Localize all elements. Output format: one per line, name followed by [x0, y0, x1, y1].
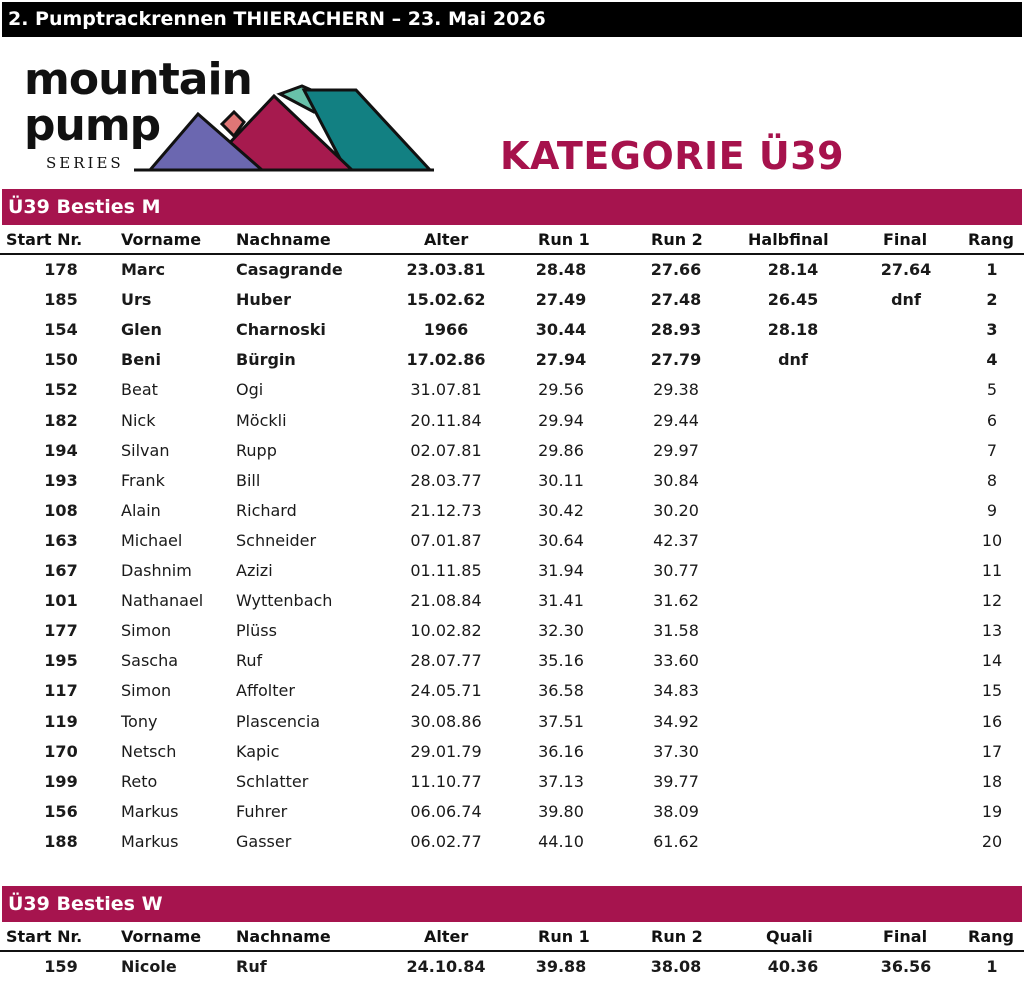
- start-nr-cell: 193: [44, 470, 78, 490]
- nachname-cell: Ogi: [236, 380, 264, 400]
- header-start-nr: Start Nr.: [6, 927, 83, 946]
- start-nr-cell: 167: [44, 561, 78, 580]
- table-row: [0, 316, 1024, 346]
- logo-word-mountain: mountain: [24, 54, 252, 105]
- run1-cell: 44.10: [538, 831, 584, 851]
- vorname-cell: Michael: [121, 530, 183, 550]
- rang-cell: 18: [981, 771, 1003, 791]
- vorname-cell: Simon: [121, 681, 172, 701]
- nachname-cell: Möckli: [236, 410, 287, 430]
- nachname-cell: Azizi: [236, 561, 273, 580]
- table-row: [0, 708, 1024, 738]
- start-nr-cell: 194: [44, 440, 78, 460]
- run1-cell: 39.88: [535, 957, 587, 976]
- nachname-cell: Charnoski: [236, 320, 326, 340]
- event-title: 2. Pumptrackrennen THIERACHERN – 23. Mai 2026: [8, 8, 546, 30]
- alter-cell: 10.02.82: [410, 621, 482, 641]
- run2-cell: 29.38: [653, 380, 699, 400]
- header-halbfinal: Halbfinal: [748, 230, 829, 249]
- run1-cell: 30.44: [535, 320, 587, 340]
- header-vorname: Vorname: [121, 927, 202, 946]
- rang-cell: 6: [986, 410, 998, 430]
- vorname-cell: Beni: [121, 350, 161, 370]
- alter-cell: 28.03.77: [410, 470, 482, 490]
- alter-cell: 24.05.71: [410, 681, 482, 701]
- start-nr-cell: 170: [44, 741, 78, 761]
- nachname-cell: Fuhrer: [236, 801, 288, 821]
- header-nachname: Nachname: [236, 230, 331, 249]
- alter-cell: 02.07.81: [410, 440, 482, 460]
- header-final: Final: [883, 230, 928, 249]
- alter-cell: 06.02.77: [410, 831, 482, 851]
- header-nachname: Nachname: [236, 927, 331, 946]
- rang-cell: 14: [981, 651, 1003, 671]
- run2-cell: 30.84: [653, 470, 699, 490]
- nachname-cell: Ruf: [236, 651, 263, 671]
- vorname-cell: Simon: [121, 621, 172, 641]
- rang-cell: 9: [986, 500, 998, 520]
- table-row: [0, 768, 1024, 798]
- start-nr-cell: 101: [44, 591, 78, 611]
- table-row: [0, 587, 1024, 617]
- run1-cell: 35.16: [538, 651, 584, 671]
- vorname-cell: Sascha: [121, 651, 179, 671]
- nachname-cell: Rupp: [236, 440, 277, 460]
- table-row: [0, 647, 1024, 677]
- rang-cell: 20: [981, 831, 1003, 851]
- run2-cell: 34.83: [653, 681, 699, 701]
- rang-cell: 13: [981, 621, 1003, 641]
- vorname-cell: Frank: [121, 470, 165, 490]
- table-row: [0, 527, 1024, 557]
- rang-cell: 10: [981, 530, 1003, 550]
- run1-cell: 36.16: [538, 741, 584, 761]
- run2-cell: 29.44: [653, 410, 699, 430]
- run1-cell: 32.30: [538, 621, 584, 641]
- nachname-cell: Huber: [236, 290, 291, 310]
- semi-cell: 28.18: [767, 320, 819, 340]
- start-nr-cell: 185: [44, 290, 78, 310]
- run2-cell: 30.77: [653, 561, 699, 580]
- rang-cell: 7: [986, 440, 998, 460]
- alter-cell: 06.06.74: [410, 801, 482, 821]
- run2-cell: 28.93: [650, 320, 702, 340]
- alter-cell: 23.03.81: [406, 260, 486, 279]
- start-nr-cell: 154: [44, 320, 78, 340]
- alter-cell: 17.02.86: [406, 350, 486, 370]
- rang-cell: 8: [986, 470, 998, 490]
- start-nr-cell: 119: [44, 711, 78, 731]
- run1-cell: 29.56: [538, 380, 584, 400]
- table-row: [0, 798, 1024, 828]
- vorname-cell: Dashnim: [121, 561, 192, 580]
- alter-cell: 30.08.86: [410, 711, 482, 731]
- rang-cell: 15: [981, 681, 1003, 701]
- semi-cell: 26.45: [767, 290, 819, 310]
- run1-cell: 29.86: [538, 440, 584, 460]
- start-nr-cell: 163: [44, 530, 78, 550]
- run1-cell: 36.58: [538, 681, 584, 701]
- run1-cell: 30.64: [538, 530, 584, 550]
- final-cell: dnf: [891, 290, 921, 310]
- nachname-cell: Plascencia: [236, 711, 321, 731]
- table-row: [0, 346, 1024, 376]
- run2-cell: 31.58: [653, 621, 699, 641]
- nachname-cell: Ruf: [236, 957, 267, 976]
- final-cell: 36.56: [880, 957, 932, 976]
- table-row: [0, 828, 1024, 858]
- nachname-cell: Bürgin: [236, 350, 296, 370]
- table-row: [0, 286, 1024, 316]
- run1-cell: 30.11: [538, 470, 584, 490]
- vorname-cell: Markus: [121, 801, 179, 821]
- run2-cell: 34.92: [653, 711, 699, 731]
- vorname-cell: Reto: [121, 771, 158, 791]
- run1-cell: 27.94: [535, 350, 587, 370]
- section-bar-women: [2, 886, 1022, 922]
- nachname-cell: Richard: [236, 500, 297, 520]
- vorname-cell: Urs: [121, 290, 152, 310]
- alter-cell: 21.08.84: [410, 591, 482, 611]
- nachname-cell: Gasser: [236, 831, 292, 851]
- run2-cell: 61.62: [653, 831, 699, 851]
- run1-cell: 28.48: [535, 260, 587, 279]
- header-run2: Run 2: [651, 927, 703, 946]
- table-row: [0, 617, 1024, 647]
- vorname-cell: Nick: [121, 410, 156, 430]
- nachname-cell: Casagrande: [236, 260, 343, 279]
- final-cell: 27.64: [880, 260, 932, 279]
- table-row: [0, 437, 1024, 467]
- run2-cell: 27.79: [650, 350, 702, 370]
- vorname-cell: Netsch: [121, 741, 177, 761]
- table-header-men: [0, 227, 1024, 255]
- header-run1: Run 1: [538, 927, 590, 946]
- vorname-cell: Beat: [121, 380, 158, 400]
- run2-cell: 29.97: [653, 440, 699, 460]
- rang-cell: 4: [986, 350, 998, 370]
- header-final: Final: [883, 927, 928, 946]
- nachname-cell: Schneider: [236, 530, 317, 550]
- alter-cell: 20.11.84: [410, 410, 482, 430]
- start-nr-cell: 150: [44, 350, 78, 370]
- rang-cell: 2: [986, 290, 998, 310]
- start-nr-cell: 156: [44, 801, 78, 821]
- nachname-cell: Plüss: [236, 621, 277, 641]
- run1-cell: 31.94: [538, 561, 584, 580]
- mountains-logo-icon: [134, 76, 434, 176]
- alter-cell: 01.11.85: [410, 561, 482, 580]
- rang-cell: 16: [981, 711, 1003, 731]
- table-row: [0, 738, 1024, 768]
- run2-cell: 42.37: [653, 530, 699, 550]
- start-nr-cell: 178: [44, 260, 78, 279]
- table-row: [0, 256, 1024, 286]
- run2-cell: 27.66: [650, 260, 702, 279]
- rang-cell: 11: [981, 561, 1003, 580]
- table-row: [0, 953, 1024, 983]
- logo-word-series: SERIES: [46, 154, 124, 172]
- nachname-cell: Kapic: [236, 741, 280, 761]
- header-vorname: Vorname: [121, 230, 202, 249]
- mountain-pump-logo: [24, 48, 414, 178]
- run1-cell: 30.42: [538, 500, 584, 520]
- event-title-bar: [2, 2, 1022, 37]
- run2-cell: 39.77: [653, 771, 699, 791]
- semi-cell: 28.14: [767, 260, 819, 279]
- section-bar-men: [2, 189, 1022, 225]
- header-alter: Alter: [424, 927, 469, 946]
- rang-cell: 1: [986, 957, 998, 976]
- alter-cell: 07.01.87: [410, 530, 482, 550]
- rang-cell: 19: [981, 801, 1003, 821]
- header-rang: Rang: [968, 230, 1014, 249]
- table-row: [0, 467, 1024, 497]
- section-title-women: Ü39 Besties W: [8, 893, 163, 915]
- vorname-cell: Tony: [121, 711, 158, 731]
- run1-cell: 37.51: [538, 711, 584, 731]
- run2-cell: 33.60: [653, 651, 699, 671]
- logo-word-pump: pump: [24, 100, 161, 151]
- vorname-cell: Markus: [121, 831, 179, 851]
- run2-cell: 37.30: [653, 741, 699, 761]
- table-row: [0, 407, 1024, 437]
- nachname-cell: Affolter: [236, 681, 295, 701]
- alter-cell: 28.07.77: [410, 651, 482, 671]
- header-start-nr: Start Nr.: [6, 230, 83, 249]
- header-run1: Run 1: [538, 230, 590, 249]
- header-alter: Alter: [424, 230, 469, 249]
- run1-cell: 27.49: [535, 290, 587, 310]
- vorname-cell: Glen: [121, 320, 162, 340]
- table-row: [0, 376, 1024, 406]
- run2-cell: 30.20: [653, 500, 699, 520]
- rang-cell: 17: [981, 741, 1003, 761]
- vorname-cell: Nicole: [121, 957, 177, 976]
- alter-cell: 15.02.62: [406, 290, 486, 310]
- start-nr-cell: 117: [44, 681, 78, 701]
- category-title: KATEGORIE Ü39: [500, 134, 845, 178]
- rang-cell: 1: [986, 260, 998, 279]
- start-nr-cell: 182: [44, 410, 78, 430]
- alter-cell: 31.07.81: [410, 380, 482, 400]
- run1-cell: 39.80: [538, 801, 584, 821]
- vorname-cell: Nathanael: [121, 591, 204, 611]
- run2-cell: 27.48: [650, 290, 702, 310]
- table-header-women: [0, 924, 1024, 952]
- start-nr-cell: 108: [44, 500, 78, 520]
- alter-cell: 29.01.79: [410, 741, 482, 761]
- header-rang: Rang: [968, 927, 1014, 946]
- start-nr-cell: 188: [44, 831, 78, 851]
- nachname-cell: Schlatter: [236, 771, 309, 791]
- semi-cell: 40.36: [767, 957, 819, 976]
- semi-cell: dnf: [778, 350, 808, 370]
- vorname-cell: Marc: [121, 260, 166, 279]
- alter-cell: 21.12.73: [410, 500, 482, 520]
- section-title-men: Ü39 Besties M: [8, 196, 161, 218]
- run2-cell: 31.62: [653, 591, 699, 611]
- alter-cell: 24.10.84: [406, 957, 486, 976]
- header-quali: Quali: [766, 927, 813, 946]
- run1-cell: 37.13: [538, 771, 584, 791]
- nachname-cell: Wyttenbach: [236, 591, 333, 611]
- rang-cell: 3: [986, 320, 998, 340]
- run1-cell: 29.94: [538, 410, 584, 430]
- run1-cell: 31.41: [538, 591, 584, 611]
- start-nr-cell: 199: [44, 771, 78, 791]
- table-row: [0, 677, 1024, 707]
- rang-cell: 5: [986, 380, 998, 400]
- start-nr-cell: 195: [44, 651, 78, 671]
- start-nr-cell: 159: [44, 957, 78, 976]
- vorname-cell: Silvan: [121, 440, 170, 460]
- alter-cell: 11.10.77: [410, 771, 482, 791]
- vorname-cell: Alain: [121, 500, 161, 520]
- start-nr-cell: 177: [44, 621, 78, 641]
- table-row: [0, 497, 1024, 527]
- run2-cell: 38.08: [650, 957, 702, 976]
- nachname-cell: Bill: [236, 470, 261, 490]
- start-nr-cell: 152: [44, 380, 78, 400]
- table-row: [0, 557, 1024, 587]
- rang-cell: 12: [981, 591, 1003, 611]
- run2-cell: 38.09: [653, 801, 699, 821]
- header-run2: Run 2: [651, 230, 703, 249]
- alter-cell: 1966: [423, 320, 469, 340]
